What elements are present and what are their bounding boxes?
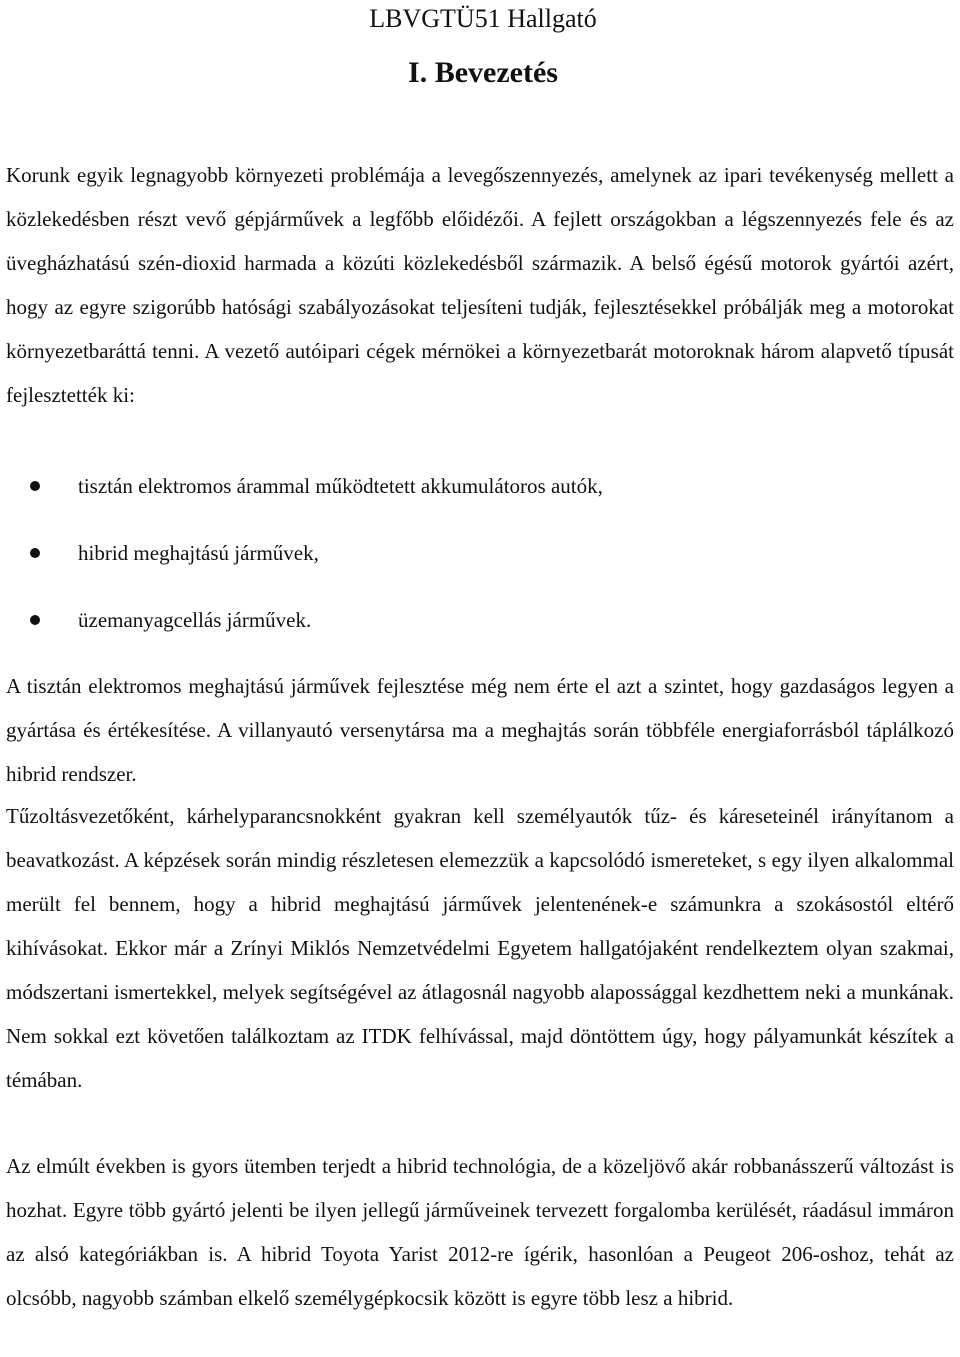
outlook-paragraph: Az elmúlt években is gyors ütemben terjedt a hibrid technológia, de a közeljövő akár robbanásszerű változást is hozhat. Egyre több gyártó jelenti be ilyen jellegű járműveinek tervezett forgalomba kerülését, ráadásul immáron az alsó kategóriákban is. A hibrid Toyota Yarist 2012-re ígérik, hasonlóan a Peugeot 206-oshoz, tehát az olcsóbb, nagyobb számban elkelő személygépkocsik között is egyre több lesz a hibrid. xyxy=(6,1154,954,1310)
list-item xyxy=(0,531,948,598)
bullet-icon xyxy=(30,481,40,491)
motor-types-list xyxy=(0,464,948,665)
electric-vehicles-paragraph: A tisztán elektromos meghajtású járművek fejlesztése még nem érte el azt a szintet, hogy gazdaságos legyen a gyártása és értékesítése. A villanyautó versenytársa ma a meghajtás során többféle energiaforrásból táplálkozó hibrid rendszer. xyxy=(6,674,954,786)
list-item-text: hibrid meghajtású járművek, xyxy=(78,541,319,565)
section-heading: I. Bevezetés xyxy=(408,56,558,89)
document-code-header: LBVGTÜ51 Hallgató xyxy=(369,4,597,33)
bullet-icon xyxy=(30,548,40,558)
bullet-icon xyxy=(30,615,40,625)
motivation-paragraph: Tűzoltásvezetőként, kárhelyparancsnokként gyakran kell személyautók tűz- és káreseteinél irányítanom a beavatkozást. A képzések során mindig részletesen elemezzük a kapcsolódó ismereteket, s egy ilyen alkalommal merült fel bennem, hogy a hibrid meghajtású járművek jelentenének-e számunkra a szokásostól eltérő kihívásokat. Ekkor már a Zrínyi Miklós Nemzetvédelmi Egyetem hallgatójaként rendelkeztem olyan szakmai, módszertani ismertekkel, melyek segítségével az átlagosnál nagyobb alapossággal kezdhettem neki a munkának. Nem sokkal ezt követően találkoztam az ITDK felhívással, majd döntöttem úgy, hogy pályamunkát készítek a témában. xyxy=(6,804,954,1092)
list-item-text: üzemanyagcellás járművek. xyxy=(78,608,312,632)
list-item xyxy=(0,598,948,665)
intro-paragraph: Korunk egyik legnagyobb környezeti problémája a levegőszennyezés, amelynek az ipari tevékenység mellett a közlekedésben részt vevő gépjárművek a legfőbb előidézői. A fejlett országokban a légszennyezés fele és az üvegházhatású szén-dioxid harmada a közúti közlekedésből származik. A belső égésű motorok gyártói azért, hogy az egyre szigorúbb hatósági szabályozásokat teljesíteni tudják, fejlesztésekkel próbálják meg a motorokat környezetbaráttá tenni. A vezető autóipari cégek mérnökei a környezetbarát motoroknak három alapvető típusát fejlesztették ki: xyxy=(6,163,954,407)
list-item xyxy=(0,464,948,531)
list-item-text: tisztán elektromos árammal működtetett akkumulátoros autók, xyxy=(78,474,603,498)
